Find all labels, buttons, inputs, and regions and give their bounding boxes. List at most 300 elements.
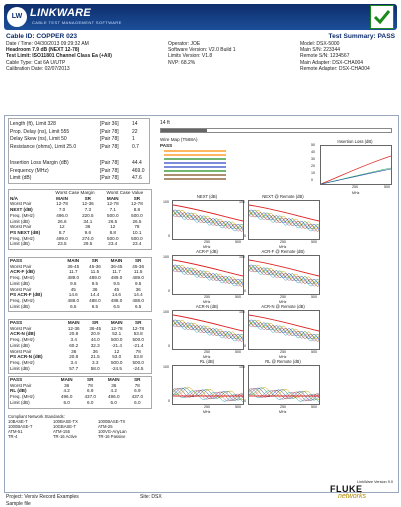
table-cell: 26.5 bbox=[132, 218, 142, 224]
table-cell: 489.0 bbox=[132, 275, 144, 281]
table-cell: Limit (dB) bbox=[10, 365, 30, 371]
table-cell: 26.6 bbox=[57, 218, 67, 224]
table-cell: 36 bbox=[135, 286, 141, 292]
table-cell: 14.4 bbox=[133, 292, 143, 298]
length-row-pair: [Pair 36] bbox=[100, 121, 119, 127]
sample-file: Sample file bbox=[6, 501, 31, 507]
graph-x-right: 500 bbox=[311, 350, 317, 354]
graph-svg bbox=[249, 366, 319, 404]
operator: Operator: JOE bbox=[168, 41, 201, 47]
graph-svg bbox=[249, 311, 319, 349]
graph-title: ACR-F (dB) bbox=[196, 249, 218, 254]
table-title-cell: Worst Case Margin bbox=[55, 190, 95, 195]
graph-y-bottom: 0 bbox=[168, 344, 170, 348]
table-cell: 8.7 bbox=[58, 229, 66, 235]
table-cell: 53.8 bbox=[133, 354, 143, 360]
table-cell: 78 bbox=[87, 382, 93, 388]
table-cell: Freq. (MHz) bbox=[10, 297, 35, 303]
graph-x-mid: 250 bbox=[280, 350, 286, 354]
table-cell: 12 bbox=[114, 348, 120, 354]
graph-x-right: 500 bbox=[235, 405, 241, 409]
table-header-cell: PASS bbox=[10, 320, 23, 325]
table-cell: 78 bbox=[134, 382, 140, 388]
graph-y-top: 100 bbox=[163, 310, 169, 314]
graph-plot bbox=[248, 365, 320, 405]
graph-trace bbox=[249, 388, 319, 400]
table-header-cell: SR bbox=[133, 195, 141, 201]
table-header-cell: MAIN bbox=[107, 377, 120, 382]
main-sn: Main S/N: 223344 bbox=[300, 47, 341, 54]
standard-item: TR-16 Passive bbox=[98, 434, 126, 439]
table-cell: 9.5 bbox=[134, 280, 142, 286]
table-cell: 14.6 bbox=[68, 292, 78, 298]
table-cell: 44.0 bbox=[90, 337, 100, 343]
table-cell: 58.0 bbox=[90, 365, 100, 371]
graph-title: ACR-F @ Remote (dB) bbox=[261, 249, 305, 254]
table-cell: 29.5 bbox=[83, 241, 93, 247]
length-row-pair: [Pair 78] bbox=[100, 128, 119, 135]
table-cell: 220.5 bbox=[82, 212, 94, 218]
graph-svg bbox=[173, 256, 243, 294]
table-cell: 12-78 bbox=[106, 201, 119, 207]
table-cell: 488.0 bbox=[67, 297, 80, 303]
graph-x-mid: 250 bbox=[204, 405, 210, 409]
calibration-date: Calibration Date: 02/07/2013 bbox=[6, 65, 70, 72]
table-cell: 496.0 bbox=[60, 394, 73, 400]
il-y-label: 30 bbox=[311, 157, 315, 161]
table-cell: Worst Pair bbox=[10, 286, 32, 292]
table-cell: 8.8 bbox=[109, 229, 116, 235]
graph-y-bottom: 0 bbox=[244, 399, 246, 403]
table-cell: 60.2 bbox=[69, 342, 79, 348]
table-cell: 12-78 bbox=[56, 201, 68, 207]
graph-plot bbox=[172, 255, 244, 295]
test-limit: Test Limit: ISO11801 Channel Class Ea (+All) bbox=[6, 53, 112, 60]
table-cell: 11.7 bbox=[68, 269, 78, 275]
cable-meta-left bbox=[6, 41, 166, 72]
graph-svg bbox=[173, 201, 243, 239]
graph-x-label: MHz bbox=[279, 410, 287, 414]
il-x-label: 250 bbox=[352, 185, 358, 189]
table-cell: Freq. (MHz) bbox=[10, 275, 35, 281]
table-cell: 36-45 bbox=[67, 263, 80, 269]
standard-item: 10BASE-T bbox=[8, 419, 28, 424]
il-y-label: 0 bbox=[311, 178, 313, 182]
standard-item: 100BASE-TX bbox=[53, 419, 78, 424]
table-cell: 14.6 bbox=[112, 292, 121, 298]
project-name: Project: Versiv Record Examples bbox=[6, 494, 79, 500]
table-cell: 36-45 bbox=[110, 263, 123, 269]
table-header-cell: SR bbox=[134, 258, 142, 263]
insertion-loss-svg bbox=[321, 146, 391, 184]
standard-item: ATM-155 bbox=[53, 429, 70, 434]
table-header-cell: SR bbox=[84, 195, 91, 201]
table-header-cell: MAIN bbox=[106, 195, 119, 201]
il-y-label: 20 bbox=[311, 164, 315, 168]
table-cell: 9.6 bbox=[84, 229, 91, 235]
graph-y-top: 100 bbox=[163, 200, 169, 204]
graph-title: RL (dB) bbox=[199, 359, 215, 364]
length-row-label: Delay Skew (ns), Limit 50 bbox=[10, 136, 67, 142]
graph-y-bottom: 0 bbox=[244, 289, 246, 293]
brand-name: LINKWARE bbox=[30, 7, 92, 19]
table-cell: 36 bbox=[64, 382, 70, 388]
table-cell: 26.5 bbox=[108, 218, 118, 224]
table-header-cell: MAIN bbox=[56, 195, 68, 201]
table-cell: 45-36 bbox=[89, 263, 101, 269]
table-cell: 4.2 bbox=[110, 388, 117, 394]
graph-plot bbox=[172, 310, 244, 350]
graph-x-label: MHz bbox=[279, 355, 287, 359]
graph-title: RL @ Remote (dB) bbox=[265, 359, 301, 364]
length-row-label: Insertion Loss Margin (dB) bbox=[10, 160, 69, 166]
table-row bbox=[9, 366, 149, 372]
table-cell: 21.5 bbox=[90, 354, 100, 360]
table-cell: -24.5 bbox=[111, 365, 122, 371]
table-cell: 36 bbox=[92, 286, 98, 292]
standard-item: 1000BASE-TX bbox=[98, 419, 126, 424]
table-cell: 6.0 bbox=[134, 399, 141, 405]
table-cell: 3.4 bbox=[70, 337, 77, 343]
table-cell: Freq. (MHz) bbox=[10, 212, 35, 218]
length-row-value: 44.4 bbox=[132, 160, 142, 166]
table-cell: 500.0 bbox=[131, 235, 143, 241]
cable-id-title: Cable ID: COPPER 023 bbox=[6, 33, 78, 40]
table-cell: 12-78 bbox=[110, 325, 123, 331]
table-cell: ACR-F (dB) bbox=[10, 269, 35, 275]
table-cell: 23.5 bbox=[57, 241, 67, 247]
length-row-pair: [Pair 78] bbox=[100, 136, 119, 142]
graph-y-top: 100 bbox=[239, 310, 245, 314]
software-version: Software Version: V2.0 Build 1 bbox=[168, 47, 236, 54]
table-cell: 6.9 bbox=[87, 388, 94, 394]
table-cell: 12 bbox=[110, 224, 116, 230]
il-x-label: MHz bbox=[352, 191, 360, 195]
table-header-cell: SR bbox=[91, 258, 99, 263]
table-cell: Worst Pair bbox=[10, 224, 32, 230]
standard-item: 100VG-AnyLan bbox=[98, 429, 127, 434]
remote-adapter: Remote Adapter: DSX-CHA004 bbox=[300, 65, 370, 72]
length-row-pair: [Pair 78] bbox=[100, 167, 119, 174]
table-cell: 53.8 bbox=[133, 331, 143, 337]
graph-x-right: 500 bbox=[235, 240, 241, 244]
table-cell: 500.0 bbox=[107, 212, 119, 218]
remote-sn: Remote S/N: 1234567 bbox=[300, 53, 350, 60]
length-row-value: 0.7 bbox=[132, 143, 139, 150]
table-cell: 78 bbox=[134, 224, 140, 230]
table-cell: 20.8 bbox=[69, 331, 79, 337]
table-header-cell: N/A bbox=[10, 195, 18, 201]
table-cell: 6.0 bbox=[63, 399, 70, 405]
wire-map-status: PASS bbox=[160, 143, 173, 148]
graph-plot bbox=[248, 310, 320, 350]
graph-y-bottom: 0 bbox=[168, 399, 170, 403]
table-cell: 8.8 bbox=[133, 207, 141, 213]
table-cell: 437.0 bbox=[84, 394, 96, 400]
date-time: Date / Time: 04/30/2013 09:29:32 AM bbox=[6, 41, 89, 47]
table-cell: Freq. (MHz) bbox=[10, 337, 35, 343]
table-row bbox=[9, 304, 149, 310]
table-cell: 499.0 bbox=[56, 235, 68, 241]
table-cell: 6.5 bbox=[134, 303, 142, 309]
table-cell: 9.5 bbox=[91, 280, 99, 286]
length-row-value: 469.0 bbox=[132, 167, 145, 174]
table-header-cell: MAIN bbox=[60, 377, 73, 382]
length-row-label: Length (ft), Limit 328 bbox=[10, 121, 56, 127]
table-cell: 6.0 bbox=[110, 399, 117, 405]
il-y-label: 40 bbox=[311, 150, 315, 154]
graph-x-right: 500 bbox=[235, 350, 241, 354]
graph-y-bottom: 0 bbox=[168, 289, 170, 293]
graph-x-label: MHz bbox=[279, 245, 287, 249]
table-cell: 45 bbox=[70, 286, 76, 292]
linkware-logo-icon: LW bbox=[7, 7, 27, 27]
table-cell: Worst Pair bbox=[10, 263, 32, 269]
graph-y-bottom: 0 bbox=[244, 234, 246, 238]
model: Model: DSX-5000 bbox=[300, 41, 340, 47]
table-cell: 9.5 bbox=[113, 280, 120, 286]
table-cell: 3.3 bbox=[92, 359, 99, 365]
table-cell: Worst Pair bbox=[10, 201, 32, 207]
headroom: Headroom 7.9 dB (NEXT 12-78) bbox=[6, 47, 80, 54]
table-header-cell: MAIN bbox=[67, 258, 80, 263]
graph-x-label: MHz bbox=[203, 410, 211, 414]
table-cell: 7.1 bbox=[109, 207, 116, 213]
graph-y-top: 100 bbox=[163, 365, 169, 369]
table-cell: -21.4 bbox=[111, 342, 122, 348]
graph-x-label: MHz bbox=[203, 245, 211, 249]
checkmark-icon bbox=[370, 5, 394, 29]
graph-x-mid: 250 bbox=[280, 295, 286, 299]
table-cell: 12-36 bbox=[67, 325, 80, 331]
graph-title: ACR-N (dB) bbox=[195, 304, 219, 309]
table-cell: PS ACR-F (dB) bbox=[10, 292, 42, 298]
length-row-pair: [Pair 78] bbox=[100, 160, 119, 166]
table-cell: 500.0 bbox=[132, 359, 144, 365]
measurement-table bbox=[9, 258, 149, 309]
table-cell: Freq. (MHz) bbox=[10, 394, 35, 400]
table-header-cell: SR bbox=[135, 320, 142, 325]
table-cell: 10.1 bbox=[132, 229, 142, 235]
standard-item: ATM-51 bbox=[8, 429, 23, 434]
graph-y-bottom: 0 bbox=[244, 344, 246, 348]
table-cell: 32.3 bbox=[90, 342, 100, 348]
graph-svg bbox=[173, 366, 243, 404]
standards-row bbox=[8, 434, 143, 439]
table-cell: 6.0 bbox=[87, 399, 94, 405]
table-cell: 488.0 bbox=[132, 297, 144, 303]
table-cell: 500.0 bbox=[107, 235, 119, 241]
table-cell: Limit (dB) bbox=[10, 218, 30, 224]
table-cell: 45-36 bbox=[132, 263, 145, 269]
table-title-cell: Worst Case Value bbox=[106, 190, 144, 195]
table-header-cell: SR bbox=[87, 377, 94, 382]
length-row-value: 14 bbox=[132, 121, 138, 127]
table-cell: RL (dB) bbox=[10, 388, 27, 394]
compliant-standards bbox=[8, 414, 143, 439]
graph-x-mid: 250 bbox=[204, 295, 210, 299]
graph-svg bbox=[249, 201, 319, 239]
table-cell: 12 bbox=[59, 224, 65, 230]
graph-x-mid: 250 bbox=[204, 350, 210, 354]
standard-item: 10GBASE-T bbox=[53, 424, 77, 429]
graph-x-label: MHz bbox=[203, 355, 211, 359]
table-header-cell: MAIN bbox=[67, 320, 80, 325]
graph-title: NEXT (dB) bbox=[196, 194, 218, 199]
graph-x-right: 500 bbox=[311, 405, 317, 409]
table-cell: 6.5 bbox=[91, 303, 99, 309]
table-cell: 20.9 bbox=[90, 331, 100, 337]
table-cell: 6.5 bbox=[113, 303, 120, 309]
graph-y-top: 100 bbox=[239, 255, 245, 259]
table-cell: Worst Pair bbox=[10, 325, 32, 331]
graph-svg bbox=[249, 256, 319, 294]
table-cell: Worst Pair bbox=[10, 348, 32, 354]
length-row-pair: [Pair 78] bbox=[100, 175, 119, 181]
networks-logo: networks bbox=[338, 493, 367, 500]
table-cell: 36-45 bbox=[89, 325, 102, 331]
length-row-label: Frequency (MHz) bbox=[10, 167, 49, 174]
table-cell: 23.4 bbox=[132, 241, 142, 247]
table-cell: 36 bbox=[111, 382, 117, 388]
table-cell: 489.0 bbox=[110, 275, 123, 281]
table-cell: 488.0 bbox=[110, 297, 123, 303]
standard-item: TR-4 bbox=[8, 434, 18, 439]
table-cell: 36 bbox=[85, 224, 91, 230]
wire-map-graphic bbox=[160, 149, 230, 183]
graph-plot bbox=[248, 255, 320, 295]
wire-map-title: Wire Map (T568A) bbox=[160, 137, 198, 142]
measurement-table bbox=[9, 190, 149, 247]
table-cell: 12-78 bbox=[131, 201, 143, 207]
report-header bbox=[4, 4, 397, 30]
cable-meta-mid bbox=[168, 41, 278, 66]
length-bar-fill bbox=[161, 129, 207, 132]
length-row-pair: [Pair 78] bbox=[100, 143, 119, 150]
table-cell: 7.0 bbox=[58, 207, 66, 213]
fluke-logo: FLUKE bbox=[330, 484, 363, 494]
table-cell: 437.0 bbox=[131, 394, 144, 400]
table-cell: ACR-N (dB) bbox=[10, 331, 36, 337]
graph-x-mid: 250 bbox=[280, 240, 286, 244]
graph-y-top: 100 bbox=[239, 200, 245, 204]
graph-x-label: MHz bbox=[279, 300, 287, 304]
table-cell: 20.8 bbox=[69, 354, 79, 360]
table-cell: Limit (dB) bbox=[10, 241, 30, 247]
table-cell: 11.5 bbox=[133, 269, 143, 275]
il-y-label: 50 bbox=[311, 143, 315, 147]
cable-meta-right bbox=[300, 41, 397, 72]
il-x-label: 500 bbox=[384, 185, 390, 189]
table-cell: -24.5 bbox=[132, 365, 144, 371]
insertion-loss-graph bbox=[320, 145, 392, 185]
table-cell: 12-78 bbox=[132, 325, 145, 331]
table-header-cell: SR bbox=[92, 320, 99, 325]
table-cell: 6.9 bbox=[134, 388, 141, 394]
cable-type: Cable Type: Cat 6A U/UTP bbox=[6, 59, 66, 66]
table-cell: 9.5 bbox=[70, 280, 77, 286]
table-cell: 489.0 bbox=[67, 275, 80, 281]
measurement-table bbox=[9, 377, 149, 406]
length-row-label: Resistance (ohms), Limit 25.0 bbox=[10, 143, 77, 150]
table-cell: 4.2 bbox=[63, 388, 70, 394]
table-cell: 11.5 bbox=[90, 269, 100, 275]
table-cell: 488.0 bbox=[89, 297, 101, 303]
graph-title: NEXT @ Remote (dB) bbox=[262, 194, 304, 199]
table-header-cell: MAIN bbox=[110, 320, 123, 325]
graph-x-right: 500 bbox=[311, 240, 317, 244]
table-cell: 34.1 bbox=[83, 218, 93, 224]
table-row bbox=[9, 241, 149, 247]
table-cell: 7.3 bbox=[84, 207, 91, 213]
table-cell: -21.4 bbox=[132, 342, 144, 348]
table-cell: Worst Pair bbox=[10, 382, 32, 388]
table-cell: Freq. (MHz) bbox=[10, 359, 35, 365]
table-cell: 500.0 bbox=[132, 337, 144, 343]
table-cell: 500.0 bbox=[110, 359, 123, 365]
table-cell: 500.0 bbox=[131, 212, 143, 218]
brand-subtitle: CABLE TEST MANAGEMENT SOFTWARE bbox=[32, 20, 122, 25]
insertion-loss-title: Insertion Loss (dB) bbox=[337, 139, 373, 144]
standard-item: 1000BASE-T bbox=[8, 424, 33, 429]
graph-plot bbox=[172, 365, 244, 405]
table-header-cell: SR bbox=[134, 377, 141, 382]
table-cell: 36 bbox=[92, 348, 98, 354]
table-row bbox=[9, 400, 149, 406]
length-row-label: Prop. Delay (ns), Limit 555 bbox=[10, 128, 70, 135]
length-bar bbox=[160, 128, 392, 133]
graph-y-bottom: 0 bbox=[168, 234, 170, 238]
standards-title: Compliant Network Standards: bbox=[8, 414, 65, 419]
table-cell: 3.4 bbox=[70, 359, 77, 365]
graph-x-right: 500 bbox=[235, 295, 241, 299]
table-cell: 23.4 bbox=[108, 241, 118, 247]
limits-version: Limits Version: V1.8 bbox=[168, 53, 213, 60]
table-cell: 52.1 bbox=[112, 331, 122, 337]
graph-x-mid: 250 bbox=[280, 405, 286, 409]
table-cell: PS ACR-N (dB) bbox=[10, 354, 43, 360]
graph-x-label: MHz bbox=[203, 300, 211, 304]
nvp: NVP: 68.2% bbox=[168, 59, 196, 66]
graph-y-top: 100 bbox=[239, 365, 245, 369]
graph-trace bbox=[173, 388, 243, 400]
length-value: 14 ft bbox=[160, 120, 170, 126]
table-cell: 45 bbox=[113, 286, 120, 292]
table-cell: Limit (dB) bbox=[10, 280, 30, 286]
test-summary-title: Test Summary: PASS bbox=[328, 33, 395, 40]
graph-plot bbox=[248, 200, 320, 240]
main-adapter: Main Adapter: DSX-CHA004 bbox=[300, 59, 364, 66]
table-cell: 14.4 bbox=[90, 292, 100, 298]
site-name: Site: DSX bbox=[140, 494, 162, 500]
table-header-cell: PASS bbox=[10, 258, 23, 263]
table-cell: 53.0 bbox=[112, 354, 122, 360]
graph-svg bbox=[173, 311, 243, 349]
table-header-cell: MAIN bbox=[110, 258, 123, 263]
table-cell: 489.0 bbox=[89, 275, 101, 281]
graph-y-top: 100 bbox=[163, 255, 169, 259]
table-cell: Limit (dB) bbox=[10, 303, 30, 309]
graph-title: ACR-N @ Remote (dB) bbox=[261, 304, 305, 309]
length-row-label: Limit (dB) bbox=[10, 175, 32, 181]
table-cell: NEXT (dB) bbox=[10, 207, 33, 213]
il-y-label: 10 bbox=[311, 171, 315, 175]
length-row-value: 22 bbox=[132, 128, 138, 135]
table-header-cell: PASS bbox=[10, 377, 23, 382]
table-cell: 12-36 bbox=[81, 201, 94, 207]
measurement-table bbox=[9, 320, 149, 371]
table-cell: 78 bbox=[135, 348, 141, 354]
